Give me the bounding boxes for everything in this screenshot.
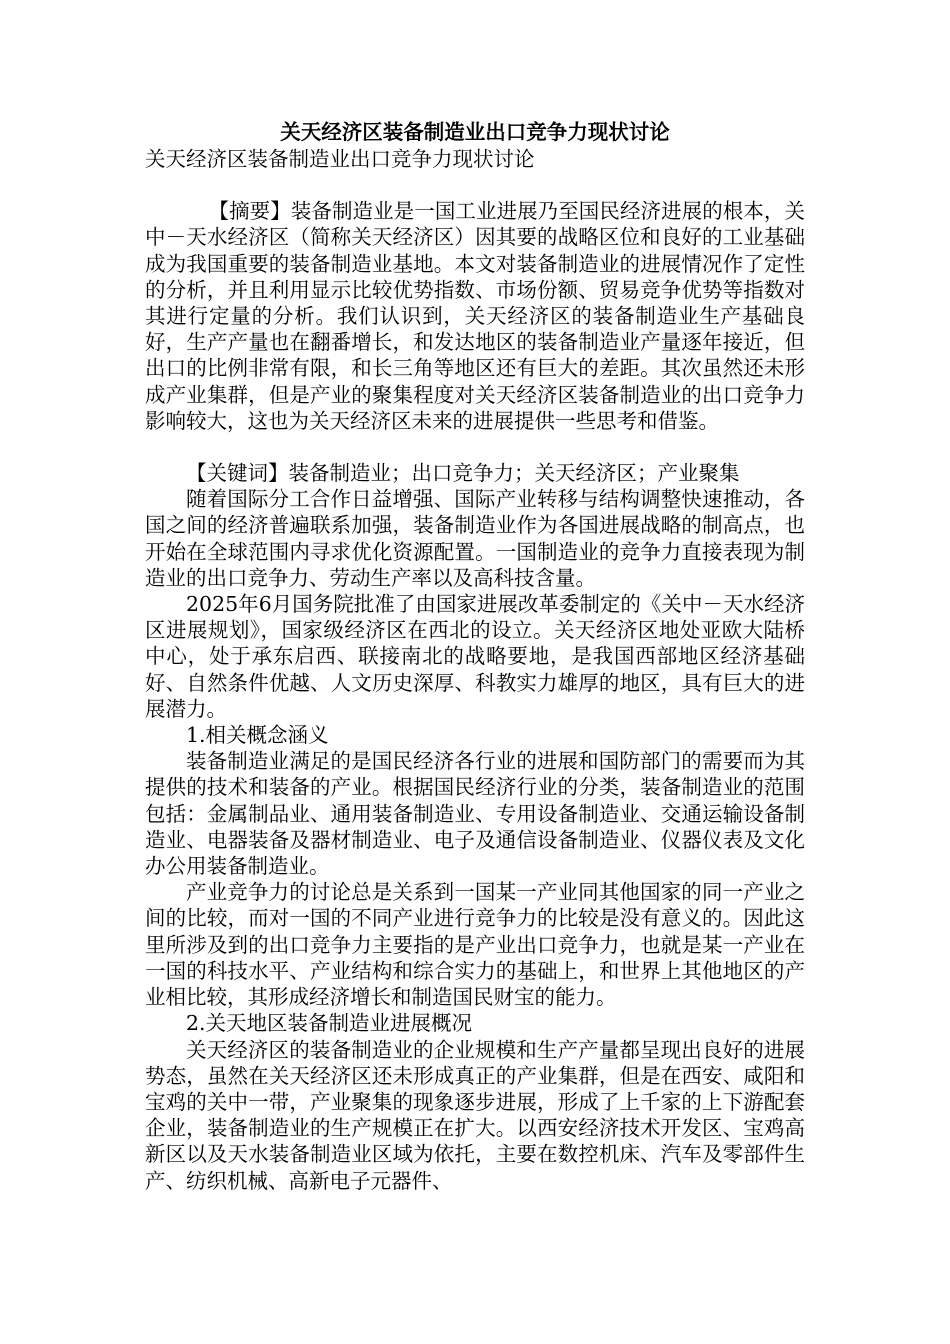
body-paragraph-5: 关天经济区的装备制造业的企业规模和生产产量都呈现出良好的进展势态，虽然在关天经济区还未形成真正的产业集群，但是在西安、咸阳和宝鸡的关中一带，产业聚集的现象逐步进展，形成了上千家的上下游配套企业，装备制造业的生产规模正在扩大。以西安经济技术开发区、宝鸡高新区以及天水装备制造业区域为依托，主要在数控机床、汽车及零部件生产、纺织机械、高新电子元器件、 — [145, 1037, 805, 1193]
body-paragraph-4: 产业竞争力的讨论总是关系到一国某一产业同其他国家的同一产业之间的比较，而对一国的不同产业进行竞争力的比较是没有意义的。因此这里所涉及到的出口竞争力主要指的是产业出口竞争力，也就是某一产业在一国的科技水平、产业结构和综合实力的基础上，和世界上其他地区的产业相比较，其形成经济增长和制造国民财宝的能力。 — [145, 880, 805, 1010]
keywords-paragraph: 【关键词】装备制造业；出口竞争力；关天经济区；产业聚集 — [186, 461, 740, 486]
body-paragraph-2: 2025年6月国务院批准了由国家进展改革委制定的《关中－天水经济区进展规划》，国家级经济区在西北的设立。关天经济区地处亚欧大陆桥中心，处于承东启西、联接南北的战略要地，是我国西部地区经济基础好、自然条件优越、人文历史深厚、科教实力雄厚的地区，具有巨大的进展潜力。 — [145, 592, 805, 721]
abstract-paragraph: 【摘要】装备制造业是一国工业进展乃至国民经济进展的根本，关中－天水经济区（简称关天经济区）因其要的战略区位和良好的工业基础成为我国重要的装备制造业基地。本文对装备制造业的进展情况作了定性的分析，并且利用显示比较优势指数、市场份额、贸易竞争优势等指数对其进行定量的分析。我们认识到，关天经济区的装备制造业生产基础良好，生产产量也在翻番增长，和发达地区的装备制造业产量逐年接近，但出口的比例非常有限，和长三角等地区还有巨大的差距。其次虽然还未形成产业集群，但是产业的聚集程度对关天经济区装备制造业的出口竞争力影响较大，这也为关天经济区未来的进展提供一些思考和借鉴。 — [145, 199, 805, 433]
document-title: 关天经济区装备制造业出口竞争力现状讨论 — [280, 120, 670, 144]
section-heading-2: 2.关天地区装备制造业进展概况 — [186, 1011, 473, 1036]
body-paragraph-3: 装备制造业满足的是国民经济各行业的进展和国防部门的需要而为其提供的技术和装备的产业。根据国民经济行业的分类，装备制造业的范围包括：金属制品业、通用装备制造业、专用设备制造业、交通运输设备制造业、电器装备及器材制造业、电子及通信设备制造业、仪器仪表及文化办公用装备制造业。 — [145, 749, 805, 879]
body-paragraph-1: 随着国际分工合作日益增强、国际产业转移与结构调整快速推动，各国之间的经济普遍联系加强，装备制造业作为各国进展战略的制高点，也开始在全球范围内寻求优化资源配置。一国制造业的竞争力直接表现为制造业的出口竞争力、劳动生产率以及高科技含量。 — [145, 487, 805, 590]
document-page — [145, 118, 805, 1194]
document-subtitle: 关天经济区装备制造业出口竞争力现状讨论 — [145, 147, 535, 171]
section-heading-1: 1.相关概念涵义 — [186, 723, 329, 748]
